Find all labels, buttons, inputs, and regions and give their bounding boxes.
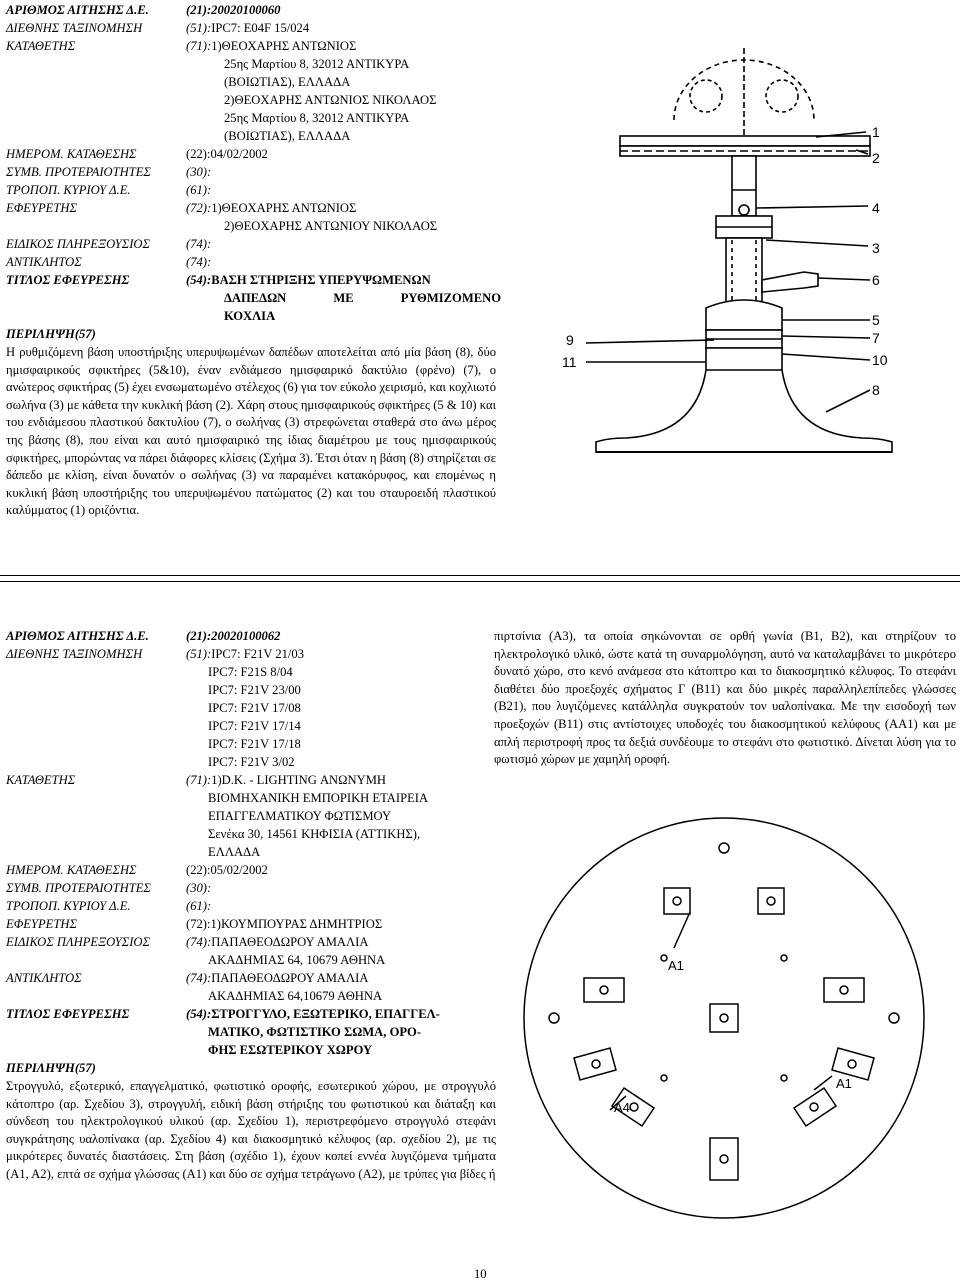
figure-label: 8 <box>872 382 880 398</box>
abstract-text: Στρογγυλό, εξωτερικό, επαγγελματικό, φωτιστικό οροφής, εσωτερικού χώρου, με στρογγυλό κάτοπτρο (αρ. Σχεδίου 3), στρογγυλή, ειδική βάση στήριξης του φωτιστικού και διάταξη και σύνδεση του ηλεκτρολογικού υλικού (αρ. Σχεδίου 1), περιστρεφόμενο στρογγυλό στεφάνι συγκράτησης υαλοπίνακα (αρ. Σχεδίου 4) και διακοσμητικό κέλυφος (αρ. σχεδίου 2), με τις μικρότερες δυνατές διαστάσεις. Στη βάση (σχέδιο 1), έχουν κοπεί εννέα λυγιζόμενα τμήματα (Α1, Α2), επτά σε σχήμα γλώσσας (Α1) και δύο σε σχήμα τετράγωνο (Α2), με τρύπες για βίδες ή <box>6 1079 496 1181</box>
abstract-text: Η ρυθμιζόμενη βάση υποστήριξης υπερυψωμένων δαπέδων αποτελείται από μία βάση (8), δύο ημισφαιρικούς σφικτήρες (5&10), έναν ενδιάμεσο ημισφαιρικό δακτύλιο (φρένο) (7), ο ανώτερος σφικτήρας (5) έχει ενσωματωμένο στέλεχος (6) για τον εύκολο χειρισμό, και κοχλιωτό σωλήνα (3) με κάθετα την κυκλική βάση (2). Χάρη στους ημισφαιρικούς σφικτήρες (5 & 10) και του ενδιάμεσου πλαστικού δακτυλίου (7), ο σωλήνας (3) στρεφώνεται σταθερά στο άνω μέρος της βάσης (8), που είναι και αυτό ημισφαιρικό της ίδιας διαμέτρου με τους ημισφαιρικούς σφικτήρες, μπορώντας να πάρει διάφορες κλίσεις (Σχήμα 3). Έτσι όταν η βάση (8) στηρίζεται σε δάπεδο με κλίση, είναι δυνατόν ο σωλήνας (3) να παραμένει κατακόρυφος, και επομένως η κυκλική βάση υποστήριξης του υπερυψωμένου πατώματος (2) και του σταυροειδή πλαστικού καλύμματος (1) οριζόντια. <box>6 345 496 518</box>
applicant-line: 25ης Μαρτίου 8, 32012 ΑΝΤΙΚΥΡΑ <box>224 57 410 71</box>
square-tab <box>758 888 784 914</box>
page-number: 10 <box>474 1267 487 1281</box>
handle <box>762 272 818 292</box>
cap-circle-right <box>766 80 798 112</box>
title-line: ΣΤΡΟΓΓΥΛΟ, ΕΞΩΤΕΡΙΚΟ, ΕΠΑΓΓΕΛ- <box>211 1007 440 1021</box>
plate-outline <box>524 818 924 1218</box>
ipc-value: IPC7: F21V 17/14 <box>208 719 301 733</box>
priority-label: ΣΥΜΒ. ΠΡΟΤΕΡΑΙΟΤΗΤΕΣ <box>6 881 151 895</box>
figure-label: 1 <box>872 124 880 140</box>
priority-label: ΣΥΜΒ. ΠΡΟΤΕΡΑΙΟΤΗΤΕΣ <box>6 165 151 179</box>
filing-date-label: ΗΜΕΡΟΜ. ΚΑΤΑΘΕΣΗΣ <box>6 147 137 161</box>
modification-value: (61): <box>186 899 212 913</box>
title-label: ΤΙΤΛΟΣ ΕΦΕΥΡΕΣΗΣ <box>6 1007 130 1021</box>
applicant-line: ΕΛΛΑΔΑ <box>208 845 261 859</box>
entry-separator <box>0 575 960 576</box>
representative-line: ΠΑΠΑΘΕΟΔΩΡΟΥ ΑΜΑΛΙΑ <box>211 971 369 985</box>
applicant-line: ΒΙΟΜΗΧΑΝΙΚΗ ΕΜΠΟΡΙΚΗ ΕΤΑΙΡΕΙΑ <box>208 791 429 805</box>
agent-value: (74): <box>186 237 212 251</box>
inventor-label: ΕΦΕΥΡΕΤΗΣ <box>6 917 77 931</box>
threaded-rod <box>732 156 756 216</box>
filing-date-value: (22):04/02/2002 <box>186 147 268 161</box>
representative-line: ΑΚΑΔΗΜΙΑΣ 64,10679 ΑΘΗΝΑ <box>208 989 383 1003</box>
agent-line: ΠΑΠΑΘΕΟΔΩΡΟΥ ΑΜΑΛΙΑ <box>211 935 369 949</box>
tongue-tab <box>794 1088 836 1126</box>
inventor-value: (72):1)ΚΟΥΜΠΟΥΡΑΣ ΔΗΜΗΤΡΙΟΣ <box>186 917 383 931</box>
title-code: (54): <box>186 1007 212 1021</box>
representative-code: (74): <box>186 971 212 985</box>
figure-label: 7 <box>872 330 880 346</box>
ipc-code: (51): <box>186 647 212 661</box>
agent-label: ΕΙΔΙΚΟΣ ΠΛΗΡΕΞΟΥΣΙΟΣ <box>6 237 150 251</box>
title-line: ΦΗΣ ΕΣΩΤΕΡΙΚΟΥ ΧΩΡΟΥ <box>208 1043 373 1057</box>
abstract-label: ΠΕΡΙΛΗΨΗ(57) <box>6 327 96 341</box>
figure-label: 4 <box>872 200 880 216</box>
ipc-value: IPC7: E04F 15/024 <box>211 21 310 35</box>
figure-label: 3 <box>872 240 880 256</box>
top-plate <box>620 136 870 146</box>
app-number-value: (21):20020100060 <box>186 3 281 17</box>
priority-value: (30): <box>186 165 212 179</box>
inventor-line: 2)ΘΕΟΧΑΡΗΣ ΑΝΤΩΝΙΟΥ ΝΙΚΟΛΑΟΣ <box>224 219 438 233</box>
inventor-line: 1)ΘΕΟΧΑΡΗΣ ΑΝΤΩΝΙΟΣ <box>211 201 357 215</box>
abstract-continuation: πιρτσίνια (Α3), τα οποία σηκώνονται σε ορθή γωνία (Β1, Β2), και στηρίζουν το ηλεκτρολογικό υλικό, ώστε κατά τη συναρμολόγηση, αυτό να καταλαμβάνει το μικρότερο δυνατό χώρο, στο κενό ανάμεσα στο κάτοπτρο και το διακοσμητικό κέλυφος. Το στεφάνι διαθέτει δύο προεξοχές σχήματος Γ (Β11) και δύο μικρές παραλληλεπίπεδες γλώσσες (Β21), που λυγιζόμενες κατάλληλα συγκρατούν τον υαλοπίνακα. Με την εισοδοχή των προεξοχών (Β11) στις αντίστοιχες υποδοχές του διακοσμητικού κελύφους (ΑΑ1) και με απλή περιστροφή προς τα δεξιά συνδέουμε το στεφάνι στο φωτιστικό. Δίνεται λύση για το φωτισμό χώρων με χαμηλή οροφή. <box>494 629 956 767</box>
tongue-tab <box>574 1048 616 1080</box>
ipc-value: IPC7: F21V 17/18 <box>208 737 301 751</box>
figure-label: 6 <box>872 272 880 288</box>
title-line: ΔΑΠΕΔΩΝ ΜΕ ΡΥΘΜΙΖΟΜΕΝΟ <box>224 291 501 305</box>
representative-label: ΑΝΤΙΚΛΗΤΟΣ <box>6 255 82 269</box>
applicant-code: (71): <box>186 39 212 53</box>
title-code: (54): <box>186 273 212 287</box>
priority-value: (30): <box>186 881 212 895</box>
agent-label: ΕΙΔΙΚΟΣ ΠΛΗΡΕΞΟΥΣΙΟΣ <box>6 935 150 949</box>
tongue-tab <box>824 978 864 1002</box>
applicant-label: ΚΑΤΑΘΕΤΗΣ <box>6 39 76 53</box>
title-line: ΜΑΤΙΚΟ, ΦΩΤΙΣΤΙΚΟ ΣΩΜΑ, ΟΡΟ- <box>208 1025 422 1039</box>
ipc-value: IPC7: F21V 17/08 <box>208 701 301 715</box>
square-tab <box>664 888 690 914</box>
modification-value: (61): <box>186 183 212 197</box>
pedestal-drawing <box>556 40 896 550</box>
ipc-value: IPC7: F21S 8/04 <box>208 665 293 679</box>
applicant-line: Σενέκα 30, 14561 ΚΗΦΙΣΙΑ (ΑΤΤΙΚΗΣ), <box>208 827 421 841</box>
representative-value: (74): <box>186 255 212 269</box>
figure-label: 10 <box>872 352 888 368</box>
cap-circle-left <box>690 80 722 112</box>
center-square <box>710 1004 738 1032</box>
ipc-value: IPC7: F21V 21/03 <box>211 647 305 661</box>
applicant-line: 1)ΘΕΟΧΑΡΗΣ ΑΝΤΩΝΙΟΣ <box>211 39 357 53</box>
ipc-value: IPC7: F21V 3/02 <box>208 755 295 769</box>
agent-code: (74): <box>186 935 212 949</box>
base-plate-drawing <box>514 808 934 1228</box>
title-line: ΒΑΣΗ ΣΤΗΡΙΞΗΣ ΥΠΕΡΥΨΩΜΕΝΩΝ <box>211 273 431 287</box>
modification-label: ΤΡΟΠΟΠ. ΚΥΡΙΟΥ Δ.Ε. <box>6 183 131 197</box>
modification-label: ΤΡΟΠΟΠ. ΚΥΡΙΟΥ Δ.Ε. <box>6 899 131 913</box>
figure-label: 11 <box>562 354 577 370</box>
ipc-value: IPC7: F21V 23/00 <box>208 683 301 697</box>
applicant-line: 1)D.K. - LIGHTING ΑΝΩΝΥΜΗ <box>211 773 386 787</box>
figure-label: A1 <box>836 1076 852 1091</box>
app-number-label: ΑΡΙΘΜΟΣ ΑΙΤΗΣΗΣ Δ.Ε. <box>6 629 149 643</box>
tongue-tab <box>710 1138 738 1180</box>
entry-separator <box>0 581 960 582</box>
agent-line: ΑΚΑΔΗΜΙΑΣ 64, 10679 ΑΘΗΝΑ <box>208 953 386 967</box>
ipc-code: (51): <box>186 21 212 35</box>
title-line: ΚΟΧΛΙΑ <box>224 309 276 323</box>
applicant-label: ΚΑΤΑΘΕΤΗΣ <box>6 773 76 787</box>
inventor-label: ΕΦΕΥΡΕΤΗΣ <box>6 201 77 215</box>
applicant-line: (ΒΟΙΩΤΙΑΣ), ΕΛΛΑΔΑ <box>224 75 351 89</box>
filing-date-label: ΗΜΕΡΟΜ. ΚΑΤΑΘΕΣΗΣ <box>6 863 137 877</box>
representative-label: ΑΝΤΙΚΛΗΤΟΣ <box>6 971 82 985</box>
title-label: ΤΙΤΛΟΣ ΕΦΕΥΡΕΣΗΣ <box>6 273 130 287</box>
applicant-line: 25ης Μαρτίου 8, 32012 ΑΝΤΙΚΥΡΑ <box>224 111 410 125</box>
figure-label: A4 <box>614 1100 630 1115</box>
applicant-line: 2)ΘΕΟΧΑΡΗΣ ΑΝΤΩΝΙΟΣ ΝΙΚΟΛΑΟΣ <box>224 93 437 107</box>
figure-label: 5 <box>872 312 880 328</box>
applicant-line: ΕΠΑΓΓΕΛΜΑΤΙΚΟΥ ΦΩΤΙΣΜΟΥ <box>208 809 392 823</box>
tongue-tab <box>584 978 624 1002</box>
figure-label: 9 <box>566 332 574 348</box>
entry1-bibliographic <box>6 2 506 332</box>
filing-date-value: (22):05/02/2002 <box>186 863 268 877</box>
figure-label: A1 <box>668 958 684 973</box>
app-number-value: (21):20020100062 <box>186 629 281 643</box>
base-bell <box>596 348 892 452</box>
figure-label: 2 <box>872 150 880 166</box>
ipc-label: ΔΙΕΘΝΗΣ ΤΑΞΙΝΟΜΗΣΗ <box>6 647 143 661</box>
applicant-code: (71): <box>186 773 212 787</box>
abstract-label: ΠΕΡΙΛΗΨΗ(57) <box>6 1061 96 1075</box>
applicant-line: (ΒΟΙΩΤΙΑΣ), ΕΛΛΑΔΑ <box>224 129 351 143</box>
clamp-upper <box>706 300 782 330</box>
ipc-label: ΔΙΕΘΝΗΣ ΤΑΞΙΝΟΜΗΣΗ <box>6 21 143 35</box>
app-number-label: ΑΡΙΘΜΟΣ ΑΙΤΗΣΗΣ Δ.Ε. <box>6 3 149 17</box>
inventor-code: (72): <box>186 201 212 215</box>
entry2-bibliographic <box>6 628 496 1057</box>
